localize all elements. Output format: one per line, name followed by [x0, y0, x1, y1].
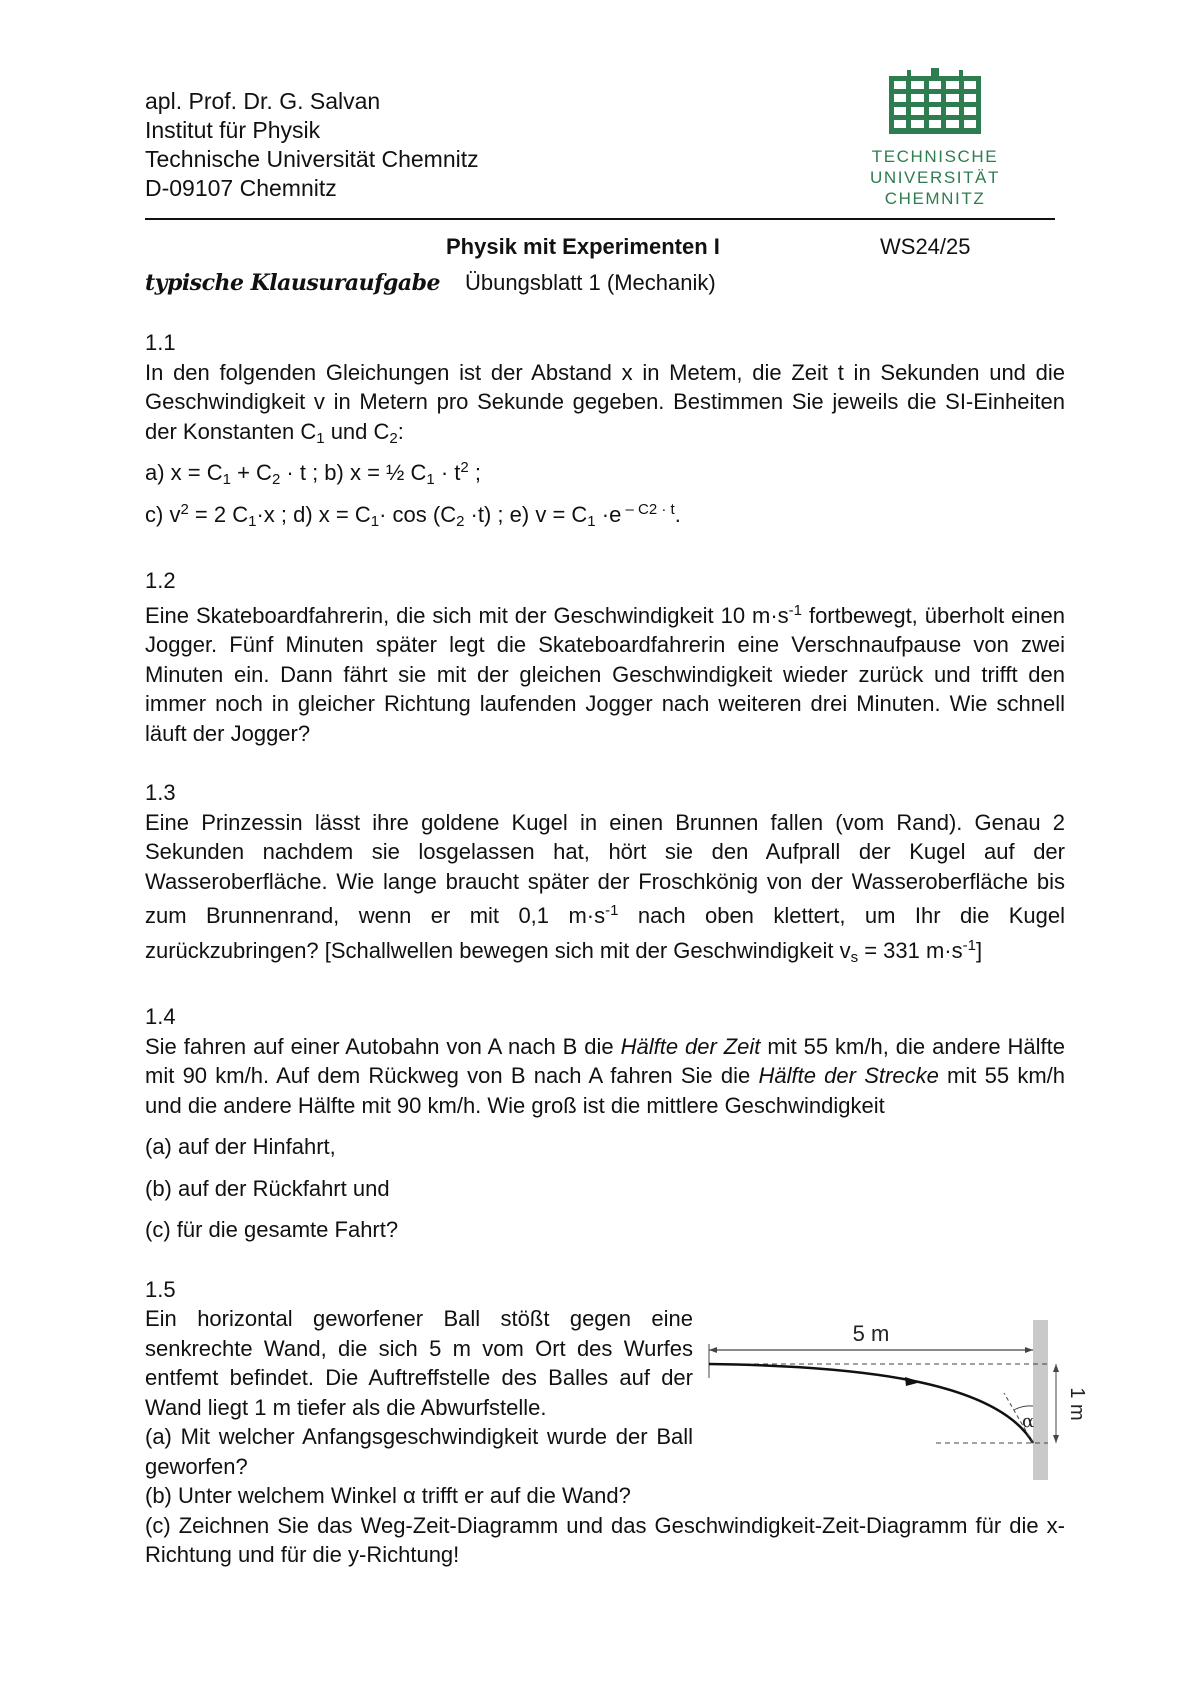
- problem-text: [145, 1032, 1065, 1121]
- problem-1-2: [145, 566, 1065, 748]
- eq-segment: ·t) ; e) v = C: [464, 501, 588, 527]
- emphasis: Hälfte der Zeit: [620, 1033, 761, 1059]
- course-title: Physik mit Experimenten I: [446, 234, 720, 259]
- subscript: 1: [370, 512, 380, 530]
- subscript: 2: [456, 512, 465, 530]
- text-segment: Sie fahren auf einer Autobahn von A nach B die: [145, 1033, 621, 1059]
- angle-label: α: [1022, 1411, 1035, 1432]
- subscript: 1: [316, 429, 325, 447]
- option-b: (b) auf der Rückfahrt und: [145, 1175, 390, 1201]
- trajectory-figure: [706, 1320, 1088, 1480]
- subscript: s: [850, 948, 859, 966]
- problem-1-4: [145, 1002, 1065, 1245]
- superscript: -1: [962, 936, 976, 954]
- angle-arc: [1014, 1406, 1033, 1410]
- address-block: [145, 87, 479, 203]
- ball-trajectory: [709, 1364, 1033, 1443]
- option-c: (c) für die gesamte Fahrt?: [145, 1217, 399, 1242]
- text-segment: mit 55 km/h und die andere Hälfte mit 90 km/h. Wie groß ist die mittlere Geschwindigkeit: [145, 1063, 1066, 1118]
- eq-segment: ;: [468, 460, 481, 485]
- eq-segment: ·x ; d) x = C: [256, 501, 371, 527]
- address-line-4: D-09107 Chemnitz: [145, 175, 337, 201]
- semester-label: WS24/25: [880, 234, 971, 259]
- equation-line-ab: [145, 453, 1065, 495]
- distance-label: 5 m: [852, 1321, 890, 1346]
- emphasis: Hälfte der Strecke: [758, 1063, 939, 1088]
- wall: [1033, 1320, 1048, 1480]
- university-logo: [815, 68, 1055, 208]
- problem-text: Ein horizontal geworfener Ball stößt gegen eine senkrechte Wand, die sich 5 m vom Ort des Wurfes entfemt befindet. Die Auftreffstelle des Balles auf der Wand liegt 1 m tiefer als die Abwurfstelle.: [145, 1306, 693, 1420]
- direction-arrow: [905, 1377, 921, 1386]
- university-building-icon: [889, 68, 981, 138]
- arrow-head-up: [1053, 1364, 1059, 1372]
- superscript: -1: [605, 902, 619, 919]
- handwritten-note: typische Klausuraufgabe: [145, 270, 441, 296]
- arrow-head-right: [1025, 1347, 1033, 1353]
- text-segment: = 331 m·s: [858, 937, 963, 963]
- subscript: 1: [248, 512, 257, 530]
- problem-number: 1.4: [145, 1004, 176, 1029]
- eq-segment: + C: [230, 460, 272, 485]
- header-divider: [145, 218, 1055, 220]
- problem-1-3: [145, 778, 1065, 972]
- text-segment: Eine Prinzessin lässt ihre goldene Kugel in einen Brunnen fallen (vom Rand). Genau 2 Sekunden nachdem sie losgelassen hat, hört sie den Aufprall der Kugel auf der Wasseroberfläche. Wie lange braucht später der Froschkönig von der Wasseroberfläche bis zum Brunnenrand, wenn er mit 0,1 m·s: [145, 809, 1065, 928]
- superscript: 2: [180, 500, 189, 518]
- arrow-head-down: [1053, 1435, 1059, 1443]
- eq-segment: c) v: [145, 501, 181, 527]
- text-segment: :: [397, 418, 404, 444]
- trajectory-diagram: [706, 1320, 1088, 1480]
- text-segment: und C: [324, 418, 390, 444]
- text-segment: mit 55 km/h, die andere Hälfte mit 90 km/h. Auf dem Rückweg von B nach A fahren Sie die: [145, 1033, 1066, 1088]
- equation-line-cde: [145, 495, 1065, 537]
- problem-number: 1.5: [145, 1276, 176, 1302]
- text-segment: In den folgenden Gleichungen ist der Abstand x in Metem, die Zeit t in Sekunden und die Geschwindigkeit v in Metern pro Sekunde gegeben. Bestimmen Sie jeweils die SI-Einheiten der Konstanten C: [145, 359, 1065, 444]
- arrow-head-left: [709, 1347, 717, 1353]
- address-line-3: Technische Universität Chemnitz: [145, 146, 479, 172]
- eq-segment: ·e: [595, 501, 622, 527]
- text-segment: ]: [975, 937, 983, 963]
- superscript: 2: [460, 459, 469, 476]
- eq-segment: · t ; b) x = ½ C: [280, 460, 427, 485]
- eq-segment: · cos (C: [379, 501, 457, 527]
- problem-text: [145, 596, 1065, 749]
- address-line-1: apl. Prof. Dr. G. Salvan: [145, 88, 381, 114]
- question-c: (c) Zeichnen Sie das Weg-Zeit-Diagramm und das Geschwindigkeit-Zeit-Diagramm für die x-Richtung und für die y-Richtung!: [145, 1512, 1065, 1567]
- sheet-title: Übungsblatt 1 (Mechanik): [465, 270, 716, 295]
- logo-text-line-2: CHEMNITZ: [884, 189, 986, 208]
- logo-text-line-1: TECHNISCHE UNIVERSITÄT: [869, 147, 1000, 187]
- subscript: 2: [271, 471, 281, 488]
- height-label: 1 m: [1066, 1387, 1088, 1421]
- question-b: (b) Unter welchem Winkel α trifft er auf die Wand?: [145, 1483, 631, 1508]
- address-line-2: Institut für Physik: [145, 117, 321, 143]
- problem-number: 1.1: [145, 330, 176, 355]
- problem-text-left: [145, 1304, 693, 1481]
- text-segment: nach oben klettert, um Ihr die Kugel zurückzubringen? [Schallwellen bewegen sich mit der Geschwindigkeit v: [145, 903, 1065, 963]
- text-segment: fortbewegt, überholt einen Jogger. Fünf Minuten später legt die Skateboardfahrerin eine Verschnaufpause von zwei Minuten ein. Dann fährt sie mit der gleichen Geschwindigkeit wieder zurück und trifft den immer noch in gleicher Richtung laufenden Jogger nach weiteren drei Minuten. Wie schnell läuft der Jogger?: [145, 602, 1065, 746]
- subscript: 1: [222, 471, 231, 488]
- eq-segment: · t: [434, 460, 461, 485]
- superscript: – C2 · t: [621, 500, 675, 518]
- problem-number: 1.3: [145, 780, 176, 805]
- problem-number: 1.2: [145, 568, 176, 593]
- problem-1-1: [145, 328, 1065, 536]
- eq-segment: = 2 C: [188, 501, 249, 527]
- subscript: 2: [389, 429, 398, 447]
- superscript: -1: [788, 601, 803, 619]
- option-a: (a) auf der Hinfahrt,: [145, 1134, 336, 1159]
- text-segment: Eine Skateboardfahrerin, die sich mit der Geschwindigkeit 10 m·s: [145, 602, 789, 628]
- problem-text: [145, 808, 1065, 973]
- question-a: (a) Mit welcher Anfangsgeschwindigkeit wurde der Ball geworfen?: [145, 1424, 693, 1479]
- eq-segment: a) x = C: [145, 460, 223, 485]
- problem-text: [145, 358, 1065, 454]
- subscript: 1: [587, 512, 596, 530]
- eq-segment: .: [674, 501, 681, 527]
- subscript: 1: [426, 471, 435, 488]
